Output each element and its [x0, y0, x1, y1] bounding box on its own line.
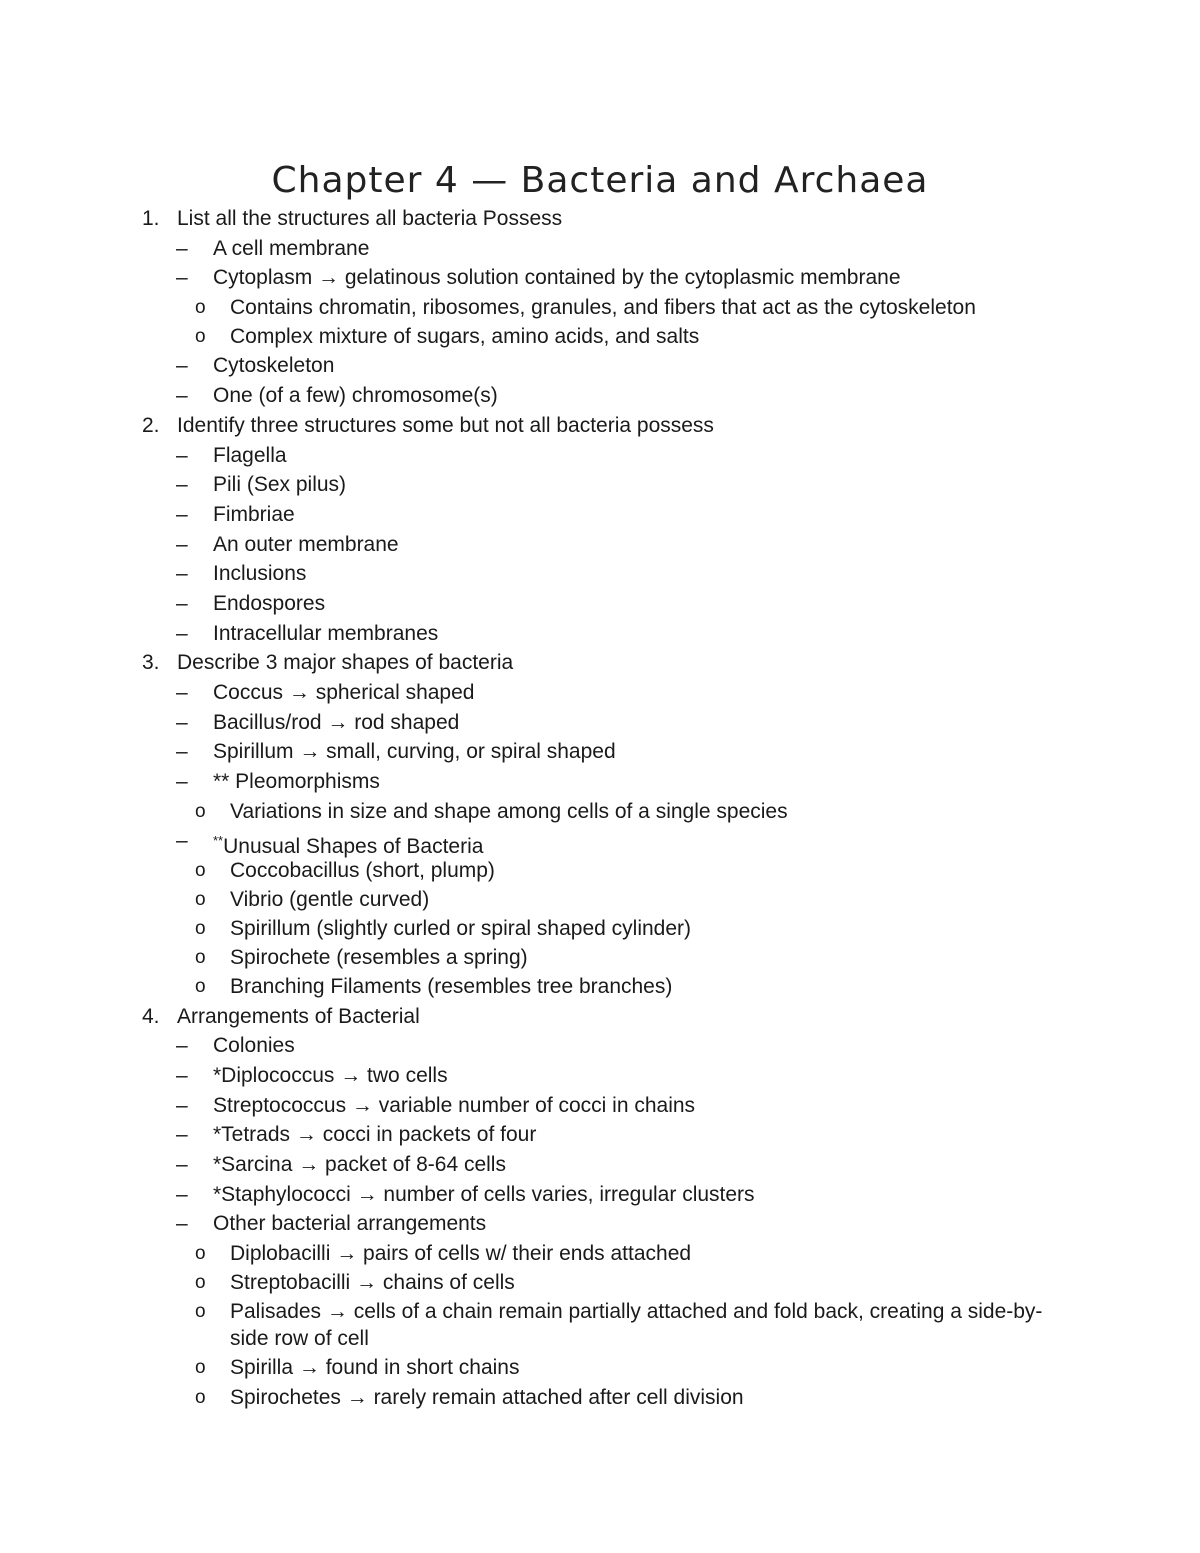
- bullet-marker: o: [195, 859, 206, 881]
- outline-list: [0, 204, 1200, 1412]
- list-item-text: *Tetrads → cocci in packets of four: [213, 1123, 537, 1147]
- list-item: [0, 381, 1200, 411]
- sub-item-text: Vibrio (gentle curved): [230, 887, 430, 911]
- list-item-text: ** Pleomorphisms: [213, 770, 380, 794]
- list-item: [0, 1120, 1200, 1150]
- sub-item-text: Coccobacillus (short, plump): [230, 858, 495, 882]
- list-item-label: Unusual Shapes of Bacteria: [223, 834, 484, 858]
- list-item: [0, 826, 1200, 856]
- question-number: 1.: [142, 207, 160, 230]
- list-item: [0, 708, 1200, 738]
- list-item-text: *Staphylococci → number of cells varies, irregular clusters: [213, 1182, 755, 1206]
- sub-item-text: Palisades → cells of a chain remain partially attached and fold back, creating a side-by-side row of cell: [230, 1300, 1043, 1351]
- sub-list-item: [0, 293, 1200, 322]
- dash-marker: –: [176, 710, 188, 734]
- list-item-text: Colonies: [213, 1034, 295, 1058]
- list-item: [0, 737, 1200, 767]
- list-item: [0, 619, 1200, 649]
- sub-list-item: [0, 797, 1200, 826]
- question-text: Arrangements of Bacterial: [177, 1004, 420, 1028]
- list-item-text: A cell membrane: [213, 236, 370, 260]
- superscript-prefix: **: [213, 832, 224, 848]
- list-item-text: Flagella: [213, 443, 287, 467]
- list-item: [0, 263, 1200, 293]
- list-item: [0, 559, 1200, 589]
- sub-list-item: [0, 322, 1200, 351]
- dash-marker: –: [176, 1212, 188, 1236]
- bullet-marker: o: [195, 1272, 206, 1294]
- dash-marker: –: [176, 681, 188, 704]
- sub-list-item: [0, 943, 1200, 972]
- bullet-marker: o: [195, 800, 206, 822]
- sub-list-item: [0, 1268, 1200, 1297]
- dash-marker: –: [176, 591, 188, 615]
- list-item: [0, 351, 1200, 381]
- question-number: 3.: [142, 651, 160, 675]
- question-1: [0, 204, 1200, 234]
- list-item-text: One (of a few) chromosome(s): [213, 384, 498, 408]
- question-4: [0, 1002, 1200, 1032]
- dash-marker: –: [176, 1034, 188, 1058]
- sub-item-text: Variations in size and shape among cells of a single species: [230, 799, 788, 823]
- sub-list-item: [0, 1353, 1200, 1382]
- question-2: [0, 411, 1200, 441]
- list-item: [0, 589, 1200, 619]
- bullet-marker: o: [195, 1386, 206, 1408]
- dash-marker: –: [176, 1153, 188, 1176]
- dash-marker: –: [176, 236, 188, 260]
- bullet-marker: o: [195, 326, 206, 348]
- list-item-text: Inclusions: [213, 562, 307, 586]
- list-item: [0, 1061, 1200, 1091]
- dash-marker: –: [176, 502, 188, 526]
- dash-marker: –: [176, 473, 188, 497]
- list-item: [0, 470, 1200, 500]
- bullet-marker: o: [195, 1243, 206, 1265]
- list-item: [0, 1150, 1200, 1180]
- dash-marker: –: [176, 621, 188, 645]
- sub-list-item: [0, 972, 1200, 1001]
- sub-item-text: Diplobacilli → pairs of cells w/ their ends attached: [230, 1242, 692, 1266]
- bullet-marker: o: [195, 947, 206, 969]
- question-text: Identify three structures some but not all bacteria possess: [177, 413, 714, 437]
- question-3: [0, 648, 1200, 678]
- sub-item-text: Spirochetes → rarely remain attached after cell division: [230, 1385, 744, 1409]
- bullet-marker: o: [195, 888, 206, 910]
- sub-list-item: [0, 1383, 1200, 1412]
- list-item-text: Cytoplasm → gelatinous solution contained by the cytoplasmic membrane: [213, 266, 901, 290]
- question-number: 4.: [142, 1004, 160, 1028]
- list-item-text: Bacillus/rod → rod shaped: [213, 710, 460, 734]
- bullet-marker: o: [195, 1357, 206, 1379]
- list-item: [0, 1209, 1200, 1239]
- list-item: [0, 234, 1200, 264]
- dash-marker: –: [176, 384, 188, 408]
- list-item-text: An outer membrane: [213, 532, 399, 556]
- sub-item-text: Streptobacilli → chains of cells: [230, 1271, 515, 1295]
- dash-marker: –: [176, 1063, 188, 1087]
- dash-marker: –: [176, 354, 188, 378]
- sub-list-item: [0, 1239, 1200, 1268]
- list-item-text: *Sarcina → packet of 8-64 cells: [213, 1153, 506, 1176]
- list-item-text: Cytoskeleton: [213, 354, 335, 378]
- sub-item-text: Spirilla → found in short chains: [230, 1356, 520, 1380]
- list-item: [0, 1180, 1200, 1210]
- question-number: 2.: [142, 413, 160, 437]
- list-item-text: Coccus → spherical shaped: [213, 681, 475, 704]
- dash-marker: –: [176, 828, 188, 852]
- sub-item-text: Complex mixture of sugars, amino acids, and salts: [230, 325, 700, 349]
- list-item: [0, 1091, 1200, 1121]
- sub-list-item: [0, 1297, 1200, 1353]
- sub-item-text: Contains chromatin, ribosomes, granules, and fibers that act as the cytoskeleton: [230, 296, 976, 320]
- bullet-marker: o: [195, 918, 206, 939]
- dash-marker: –: [176, 1093, 188, 1117]
- dash-marker: –: [176, 562, 188, 586]
- sub-list-item: [0, 885, 1200, 914]
- list-item: [0, 678, 1200, 708]
- page-title: Chapter 4 — Bacteria and Archaea: [271, 160, 929, 201]
- list-item-text: Streptococcus → variable number of cocci in chains: [213, 1093, 696, 1117]
- question-text: List all the structures all bacteria Possess: [177, 207, 563, 230]
- sub-item-text: Branching Filaments (resembles tree branches): [230, 975, 673, 999]
- list-item-text: Endospores: [213, 591, 326, 615]
- dash-marker: –: [176, 532, 188, 556]
- dash-marker: –: [176, 1182, 188, 1206]
- list-item: [0, 530, 1200, 560]
- sub-list-item: [0, 914, 1200, 943]
- dash-marker: –: [176, 1123, 188, 1147]
- question-text: Describe 3 major shapes of bacteria: [177, 651, 514, 675]
- list-item-text: Spirillum → small, curving, or spiral shaped: [213, 740, 616, 764]
- dash-marker: –: [176, 770, 188, 794]
- list-item: [0, 441, 1200, 471]
- list-item: [0, 1031, 1200, 1061]
- bullet-marker: o: [195, 1301, 206, 1323]
- list-item: [0, 500, 1200, 530]
- dash-marker: –: [176, 740, 188, 764]
- list-item-text: Other bacterial arrangements: [213, 1212, 487, 1236]
- list-item-text: Pili (Sex pilus): [213, 473, 347, 497]
- dash-marker: –: [176, 266, 188, 290]
- sub-item-text: Spirochete (resembles a spring): [230, 946, 528, 970]
- sub-item-text: Spirillum (slightly curled or spiral shaped cylinder): [230, 917, 692, 940]
- list-item-text: Intracellular membranes: [213, 621, 439, 645]
- bullet-marker: o: [195, 976, 206, 998]
- sub-list-item: [0, 856, 1200, 885]
- list-item: [0, 767, 1200, 797]
- list-item-text: Fimbriae: [213, 502, 295, 526]
- dash-marker: –: [176, 443, 188, 467]
- bullet-marker: o: [195, 297, 206, 319]
- list-item-text: *Diplococcus → two cells: [213, 1063, 448, 1087]
